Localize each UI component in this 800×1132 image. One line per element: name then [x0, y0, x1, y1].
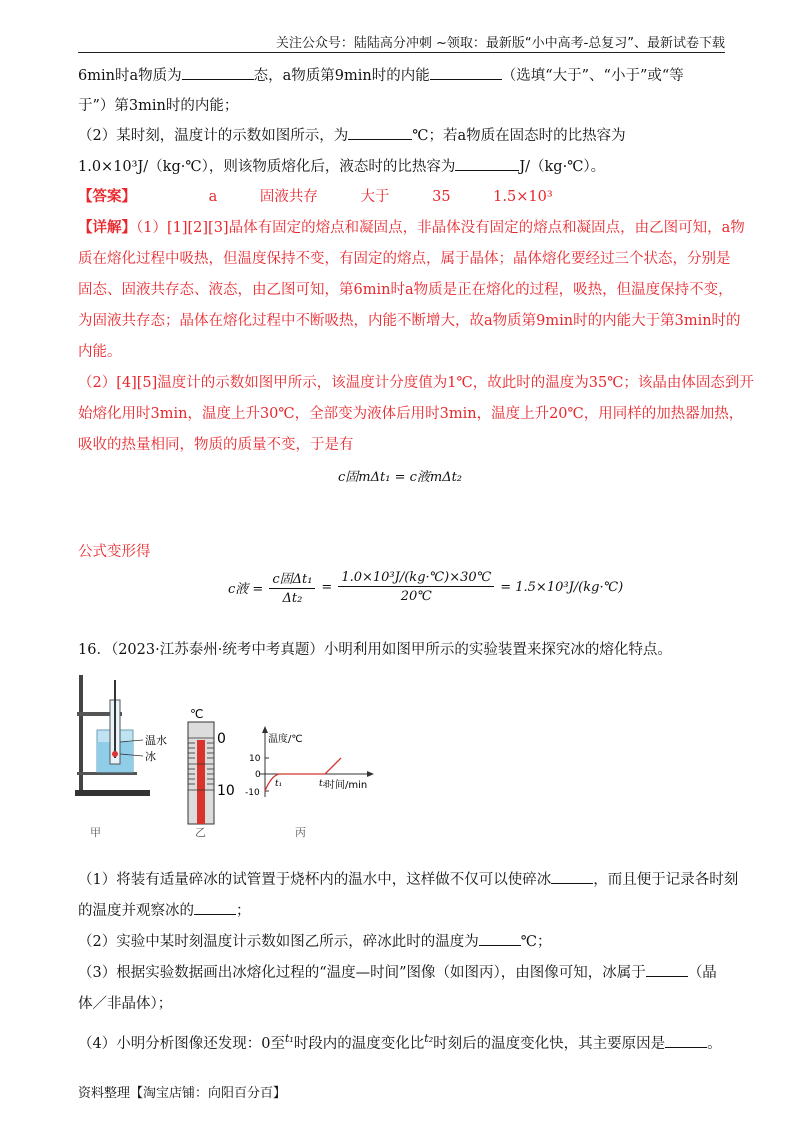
- thermometer-bulb: [112, 751, 118, 757]
- answer-item: 35: [432, 189, 451, 205]
- page-header: 关注公众号：陆陆高分冲刺 ~领取：最新版“小中高考-总复习”、最新试卷下载: [78, 32, 725, 53]
- detail-line: 吸收的热量相同，物质的质量不变，于是有: [78, 437, 354, 453]
- graph-t1-label: t₁: [275, 779, 283, 789]
- q15-line-4: 1.0×10³J/（kg·℃），则该物质熔化后，液态时的比热容为 J/（kg·℃）。: [78, 159, 606, 175]
- q16-part-3-cont: 体／非晶体）；: [78, 996, 173, 1012]
- q16-figure: [75, 672, 385, 842]
- answer-item: 大于: [360, 189, 390, 205]
- mercury-column: [197, 740, 205, 824]
- detail-line: 质在熔化过程中吸热，但温度保持不变，有固定的熔点，属于晶体；晶体熔化要经过三个状态，分别是: [78, 251, 731, 267]
- label-deg: ℃: [190, 707, 204, 721]
- answer-blank[interactable]: [182, 79, 254, 80]
- q16-part-3: （3）根据实验数据画出冰熔化过程的“温度—时间”图像（如图丙），由图像可知，冰属于 （晶: [78, 965, 717, 981]
- thermometer-label-0: 0: [217, 731, 226, 747]
- q16-part-2: （2）实验中某时刻温度计示数如图乙所示，碎冰此时的温度为 ℃；: [78, 934, 552, 950]
- answer-item: a: [208, 189, 218, 205]
- detail-line: 内能。: [78, 344, 122, 360]
- label-bing: 丙: [295, 826, 306, 839]
- answer-blank[interactable]: [194, 914, 236, 915]
- thermometer-label-10: 10: [217, 783, 235, 799]
- graph-tick-minus10: -10: [245, 788, 260, 798]
- page-footer: 资料整理【淘宝店铺：向阳百分百】: [78, 1086, 287, 1101]
- formula-heat-balance: c固mΔt₁ = c液mΔt₂: [338, 470, 463, 485]
- answer-item: 1.5×10³: [493, 189, 553, 205]
- x-axis-label: 时间/min: [325, 780, 368, 791]
- answer-blank[interactable]: [430, 79, 502, 80]
- label-ice: 冰: [145, 750, 156, 763]
- answer-item: 固液共存: [259, 189, 318, 205]
- q16-part-1: （1）将装有适量碎冰的试管置于烧杯内的温水中，这样做不仅可以使碎冰 ，而且便于记录各时刻: [78, 872, 739, 888]
- detail-line: 为固液共存态；晶体在熔化过程中不断吸热，内能不断增大，故a物质第9min时的内能大于第3min时的: [78, 313, 741, 329]
- graph-tick-10: 10: [249, 754, 261, 764]
- answer-blank[interactable]: [646, 976, 688, 977]
- answer-blank[interactable]: [455, 170, 519, 171]
- label-yi: 乙: [195, 826, 206, 839]
- label-jia: 甲: [90, 826, 101, 839]
- q16-part-4: （4）小明分析图像还发现：0至$^{t_1}$时段内的温度变化比$^{t_2}$时刻后的温度变化快，其主要原因是 。: [78, 1032, 722, 1052]
- detail-line: 固态、固液共存态、液态，由乙图可知，第6min时a物质是正在熔化的过程，吸热，但温度保持不变，: [78, 282, 733, 298]
- q15-line-1: 6min时a物质为 态，a物质第9min时的内能 （选填“大于”、“小于”或“等: [78, 68, 684, 84]
- detail-line: 始熔化用时3min，温度上升30℃，全部变为液体后用时3min，温度上升20℃，用同样的加热器加热，: [78, 406, 744, 422]
- apparatus-figure: [75, 675, 167, 839]
- thermometer-in-tube: [114, 680, 116, 758]
- transform-label: 公式变形得: [78, 544, 151, 560]
- thermometer-figure: [188, 707, 235, 839]
- answer-blank[interactable]: [665, 1047, 707, 1048]
- detail-line: 【详解】（1）[1][2][3]晶体有固定的熔点和凝固点，非晶体没有固定的熔点和凝固点，由乙图可知，a物: [78, 219, 745, 236]
- y-axis-label: 温度/℃: [268, 734, 303, 745]
- q15-line-2: 于”）第3min时的内能；: [78, 98, 239, 114]
- label-warm-water: 温水: [145, 734, 167, 747]
- answer-label: 【答案】: [78, 188, 136, 205]
- answer-blank[interactable]: [551, 883, 593, 884]
- answer-blank[interactable]: [348, 139, 412, 140]
- answer-line: [78, 187, 591, 207]
- detail-label: 【详解】: [78, 219, 136, 236]
- stand-base: [75, 790, 150, 796]
- answer-blank[interactable]: [479, 945, 521, 946]
- graph-tick-0: 0: [255, 770, 261, 780]
- q16-stem: 16．（2023·江苏泰州·统考中考真题）小明利用如图甲所示的实验装置来探究冰的熔化特点。: [78, 642, 672, 658]
- q16-part-1-cont: 的温度并观察冰的 ；: [78, 903, 251, 919]
- graph-t2-label: t₂: [319, 779, 327, 789]
- detail-line: （2）[4][5]温度计的示数如图甲所示，该温度计分度值为1℃，故此时的温度为35℃；该晶由体固态到开: [78, 375, 754, 391]
- curve-heating-liquid: [325, 758, 341, 774]
- formula-specific-heat: c液 = $\frac{\text{c固Δt₁}}{\text{Δt₂}}$ = $\frac{\text{1.0×10³J/(kg·℃)×30℃}}{20℃}$ = 1.5×10³J/(kg·℃): [228, 570, 624, 606]
- q15-line-3: （2）某时刻，温度计的示数如图所示，为 ℃；若a物质在固态时的比热容为: [78, 128, 626, 144]
- temperature-graph: [245, 726, 374, 839]
